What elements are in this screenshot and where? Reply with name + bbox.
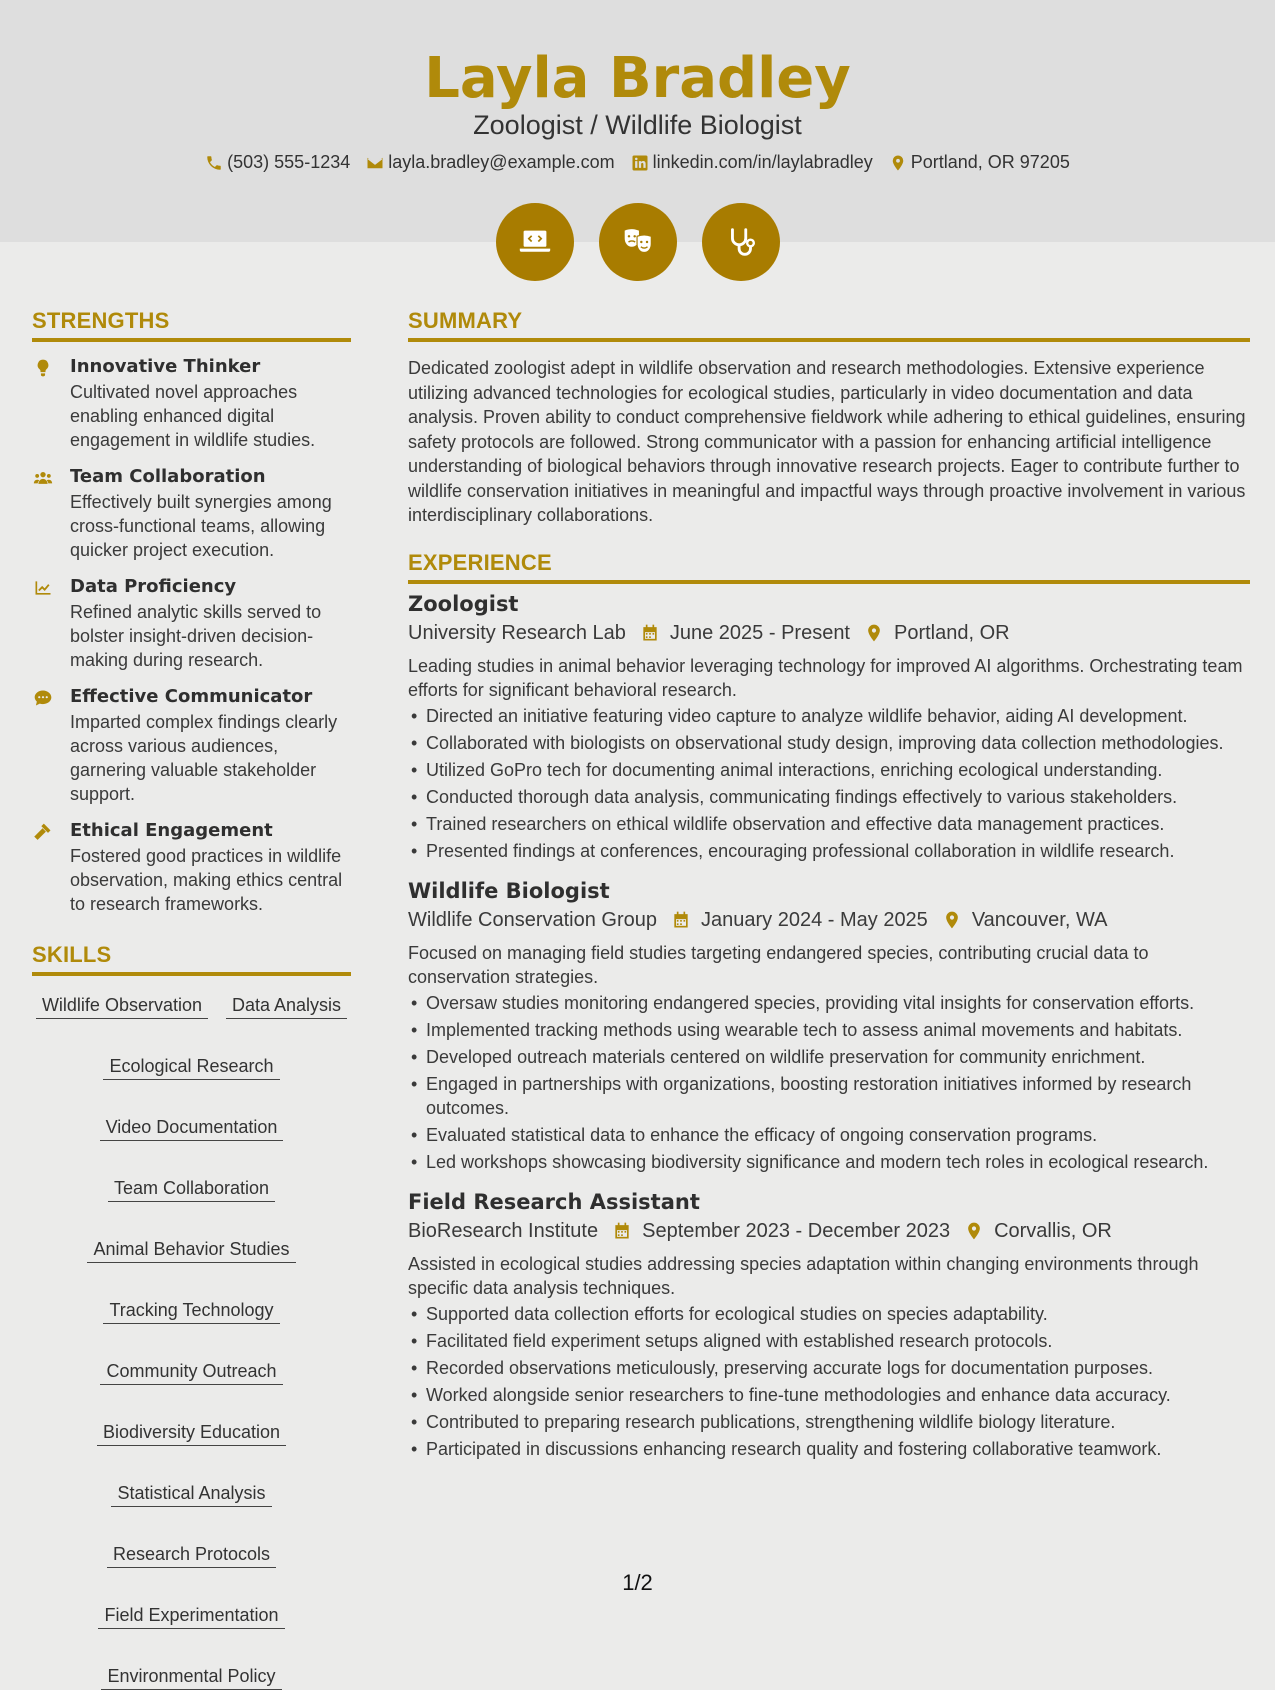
location-icon	[942, 910, 962, 930]
skill-tag: Ecological Research	[103, 1055, 279, 1080]
strength-desc: Fostered good practices in wildlife observation, making ethics central to research frameworks.	[70, 846, 343, 914]
strength-item	[32, 356, 351, 452]
job-bullet: • Recorded observations meticulously, preserving accurate logs for documentation purposes.	[408, 1356, 1250, 1380]
job-org: Wildlife Conservation Group	[408, 908, 657, 931]
job-dates: June 2025 - Present	[669, 621, 850, 644]
contact-phone-text: (503) 555-1234	[227, 152, 351, 172]
experience-heading: EXPERIENCE	[408, 550, 1250, 584]
strength-title: Team Collaboration	[70, 466, 266, 487]
right-column	[408, 308, 1250, 1477]
job-bullet: • Evaluated statistical data to enhance the efficacy of ongoing conservation programs.	[408, 1123, 1250, 1147]
job-bullet: • Directed an initiative featuring video capture to analyze wildlife behavior, aiding AI development.	[408, 704, 1250, 728]
laptop-code-icon	[516, 223, 554, 261]
job-bullet: • Utilized GoPro tech for documenting animal interactions, enriching ecological understanding.	[408, 758, 1250, 782]
summary-text: Dedicated zoologist adept in wildlife observation and research methodologies. Extensive experience utilizing advanced technologies for ecological studies, particularly in video documentation and data analysis. Proven ability to conduct comprehensive fieldwork while adhering to ethical guidelines, ensuring safety protocols are followed. Strong communicator with a passion for enhancing artificial intelligence understanding of biological behaviors through innovative research projects. Eager to contribute further to wildlife conservation initiatives in meaningful and impactful ways through proactive involvement in various interdisciplinary collaborations.	[408, 358, 1246, 525]
contact-bar	[0, 152, 1275, 173]
job-bullet: • Collaborated with biologists on observational study design, improving data collection methodologies.	[408, 731, 1250, 755]
calendar-icon	[640, 623, 660, 643]
skill-tag: Tracking Technology	[103, 1299, 279, 1324]
job-bullet: • Developed outreach materials centered on wildlife preservation for community enrichment.	[408, 1045, 1250, 1069]
contact-linkedin[interactable]	[631, 152, 873, 173]
page-number: 1/2	[622, 1570, 653, 1595]
job-bullet: • Trained researchers on ethical wildlife observation and effective data management practices.	[408, 812, 1250, 836]
calendar-icon	[671, 910, 691, 930]
skill-tag: Data Analysis	[226, 994, 347, 1019]
contact-linkedin-text: linkedin.com/in/laylabradley	[652, 152, 873, 172]
gavel-icon	[32, 822, 54, 842]
strength-item	[32, 686, 351, 806]
strength-desc: Refined analytic skills served to bolster insight-driven decision-making during research.	[70, 602, 322, 670]
job-bullet: • Implemented tracking methods using wearable tech to assess animal movements and habitats.	[408, 1018, 1250, 1042]
contact-email-text: layla.bradley@example.com	[388, 152, 615, 172]
job-entry	[408, 1190, 1250, 1461]
location-icon	[889, 154, 907, 172]
contact-phone[interactable]	[205, 152, 350, 173]
job-bullet: • Participated in discussions enhancing research quality and fostering collaborative teamwork.	[408, 1437, 1250, 1461]
candidate-name: Layla Bradley	[424, 46, 851, 111]
location-icon	[964, 1221, 984, 1241]
skill-tag: Video Documentation	[100, 1116, 284, 1141]
stethoscope-icon	[722, 223, 760, 261]
badge-masks	[599, 203, 677, 281]
users-icon	[32, 468, 54, 488]
lightbulb-icon	[32, 358, 54, 378]
job-bullets	[408, 1302, 1250, 1461]
chart-line-icon	[32, 578, 54, 598]
strength-title: Innovative Thinker	[70, 356, 261, 377]
skill-tag: Community Outreach	[100, 1360, 282, 1385]
job-bullet: • Worked alongside senior researchers to fine-tune methodologies and enhance data accuracy.	[408, 1383, 1250, 1407]
strength-desc: Effectively built synergies among cross-functional teams, allowing quicker project execution.	[70, 492, 332, 560]
location-icon	[864, 623, 884, 643]
skill-tag: Team Collaboration	[108, 1177, 275, 1202]
strength-item	[32, 466, 351, 562]
job-org: BioResearch Institute	[408, 1219, 599, 1242]
skill-tag: Research Protocols	[107, 1543, 276, 1568]
job-bullet: • Conducted thorough data analysis, communicating findings effectively to various stakeholders.	[408, 785, 1250, 809]
skill-tag: Wildlife Observation	[36, 994, 208, 1019]
strength-desc: Cultivated novel approaches enabling enhanced digital engagement in wildlife studies.	[70, 382, 316, 450]
job-entry	[408, 592, 1250, 863]
contact-location[interactable]	[889, 152, 1070, 173]
job-meta	[408, 622, 1250, 645]
skill-tag: Biodiversity Education	[97, 1421, 286, 1446]
contact-location-text: Portland, OR 97205	[910, 152, 1070, 172]
job-location: Portland, OR	[894, 621, 1010, 644]
job-bullet: • Presented findings at conferences, encouraging professional collaboration in wildlife research.	[408, 839, 1250, 863]
job-title: Wildlife Biologist	[408, 878, 610, 903]
linkedin-icon	[631, 154, 649, 172]
skills-heading: SKILLS	[32, 942, 351, 976]
job-bullet: • Contributed to preparing research publications, strengthening wildlife biology literature.	[408, 1410, 1250, 1434]
job-desc: Focused on managing field studies targeting endangered species, contributing crucial data to conservation strategies.	[408, 942, 1149, 987]
left-column	[32, 308, 351, 1690]
job-location: Corvallis, OR	[994, 1219, 1112, 1242]
strength-title: Data Proficiency	[70, 576, 237, 597]
skill-tag: Field Experimentation	[98, 1604, 284, 1629]
strength-title: Effective Communicator	[70, 686, 313, 707]
job-bullet: • Led workshops showcasing biodiversity significance and modern tech roles in ecological research.	[408, 1150, 1250, 1174]
strength-item	[32, 820, 351, 916]
job-dates: January 2024 - May 2025	[701, 908, 928, 931]
job-bullet: • Facilitated field experiment setups aligned with established research protocols.	[408, 1329, 1250, 1353]
skill-tag: Animal Behavior Studies	[87, 1238, 295, 1263]
comment-dots-icon	[32, 688, 54, 708]
skill-tag: Environmental Policy	[101, 1665, 281, 1690]
strength-desc: Imparted complex findings clearly across various audiences, garnering valuable stakeholder support.	[70, 712, 338, 804]
summary-heading: SUMMARY	[408, 308, 1250, 342]
strengths-heading: STRENGTHS	[32, 308, 351, 342]
badge-laptop	[496, 203, 574, 281]
badge-stethoscope	[702, 203, 780, 281]
job-desc: Assisted in ecological studies addressing species adaptation within changing environments through specific data analysis techniques.	[408, 1253, 1199, 1298]
theater-masks-icon	[619, 223, 657, 261]
phone-icon	[205, 154, 223, 172]
job-bullets	[408, 704, 1250, 863]
candidate-title: Zoologist / Wildlife Biologist	[473, 110, 802, 140]
job-title: Zoologist	[408, 591, 519, 616]
email-icon	[366, 154, 384, 172]
job-bullet: • Supported data collection efforts for ecological studies on species adaptability.	[408, 1302, 1250, 1326]
job-title: Field Research Assistant	[408, 1189, 700, 1214]
strength-title: Ethical Engagement	[70, 820, 273, 841]
job-meta	[408, 1220, 1250, 1243]
job-dates: September 2023 - December 2023	[642, 1219, 951, 1242]
job-entry	[408, 879, 1250, 1174]
job-bullets	[408, 991, 1250, 1174]
job-bullet: • Oversaw studies monitoring endangered species, providing vital insights for conservation efforts.	[408, 991, 1250, 1015]
job-meta	[408, 909, 1250, 932]
job-desc: Leading studies in animal behavior leveraging technology for improved AI algorithms. Orchestrating team efforts for significant behavioral research.	[408, 655, 1243, 700]
calendar-icon	[612, 1221, 632, 1241]
strength-item	[32, 576, 351, 672]
job-location: Vancouver, WA	[971, 908, 1108, 931]
job-org: University Research Lab	[408, 621, 626, 644]
badge-row	[0, 203, 1275, 281]
job-bullet: • Engaged in partnerships with organizations, boosting restoration initiatives informed by research outcomes.	[408, 1072, 1250, 1120]
skill-tag: Statistical Analysis	[111, 1482, 271, 1507]
contact-email[interactable]	[366, 152, 614, 173]
